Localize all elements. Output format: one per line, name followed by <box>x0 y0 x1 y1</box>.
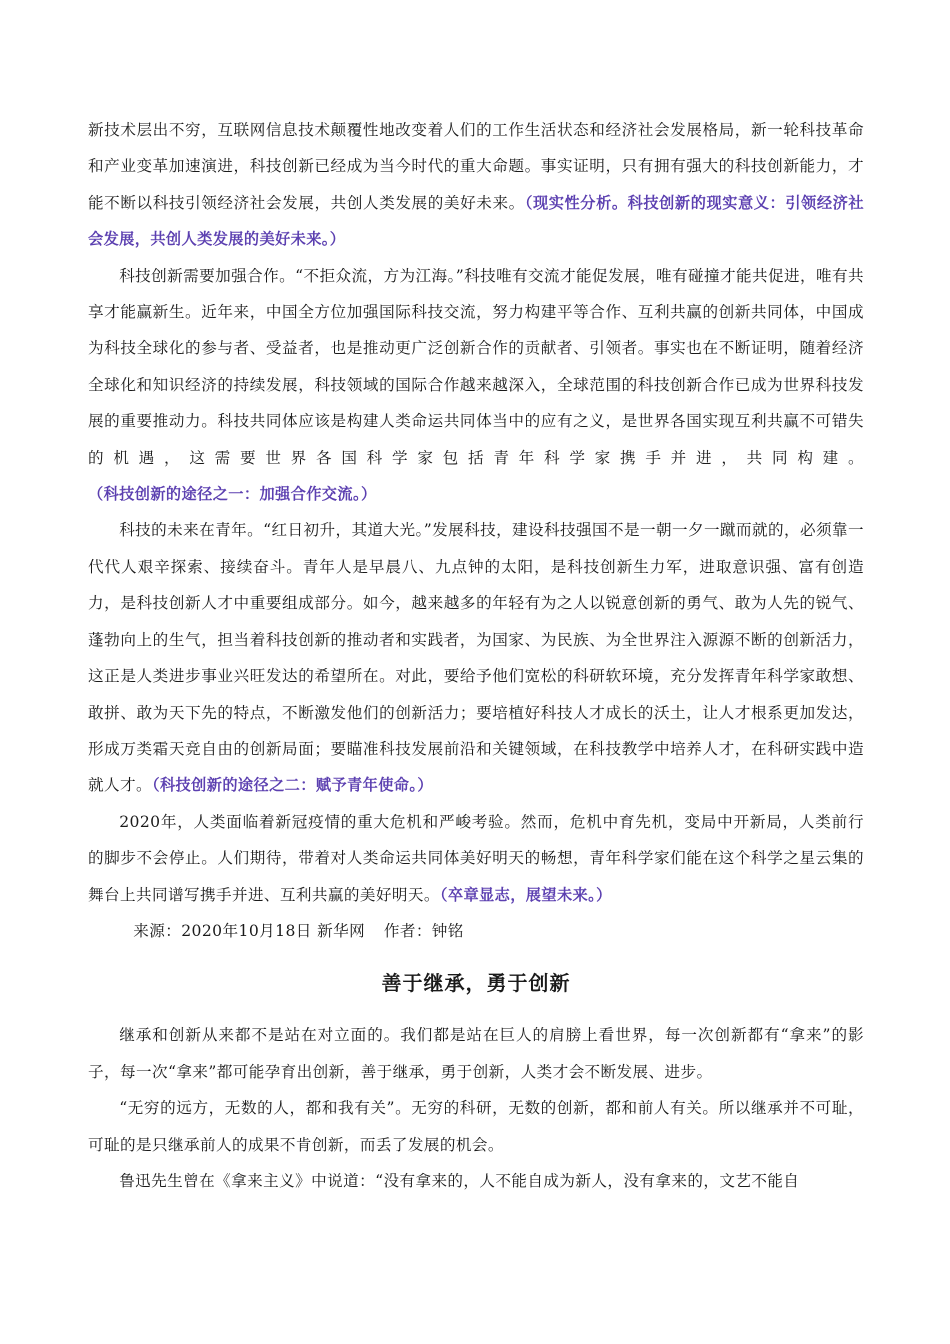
paragraph-5: 继承和创新从来都不是站在对立面的。我们都是站在巨人的肩膀上看世界，每一次创新都有“拿来”的影子，每一次“拿来”都可能孕育出创新，善于继承，勇于创新，人类才会不断发展、进步。 <box>88 1026 864 1081</box>
paragraph-1: 新技术层出不穷，互联网信息技术颠覆性地改变着人们的工作生活状态和经济社会发展格局，新一轮科技革命和产业变革加速演进，科技创新已经成为当今时代的重大命题。事实证明，只有拥有强大的科技创新能力，才能不断以科技引领经济社会发展，共创人类发展的美好未来。（现实性分析。科技创新的现实意义：引领经济社会发展，共创人类发展的美好未来。） <box>88 121 864 249</box>
annotation-note: （现实性分析。科技创新的现实意义：引领经济社会发展，共创人类发展的美好未来。） <box>88 193 864 249</box>
article-content <box>88 112 864 1199</box>
paragraph-3: 科技的未来在青年。“红日初升，其道大光。”发展科技，建设科技强国不是一朝一夕一蹴而就的，必须靠一代代人艰辛探索、接续奋斗。青年人是早晨八、九点钟的太阳，是科技创新生力军，进取意识强、富有创造力，是科技创新人才中重要组成部分。如今，越来越多的年轻有为之人以锐意创新的勇气、敢为人先的锐气、蓬勃向上的生气，担当着科技创新的推动者和实践者，为国家、为民族、为全世界注入源源不断的创新活力，这正是人类进步事业兴旺发达的希望所在。对此，要给予他们宽松的科研软环境，充分发挥青年科学家敢想、敢拼、敢为天下先的特点，不断激发他们的创新活力；要培植好科技人才成长的沃土，让人才根系更加发达，形成万类霜天竞自由的创新局面；要瞄准科技发展前沿和关键领域，在科技教学中培养人才，在科研实践中造就人才。（科技创新的途径之二：赋予青年使命。） <box>88 521 864 795</box>
author-text: 作者：钟铭 <box>383 921 464 940</box>
annotation-note: （科技创新的途径之二：赋予青年使命。） <box>151 776 433 795</box>
article-title: 善于继承，勇于创新 <box>381 971 571 996</box>
annotation-note: （科技创新的途径之一：加强合作交流。） <box>88 485 377 504</box>
annotation-note: （卒章显志，展望未来。） <box>439 885 612 904</box>
source-text: 来源：2020年10月18日 新华网 <box>133 921 366 940</box>
paragraph-4: 2020年，人类面临着新冠疫情的重大危机和严峻考验。然而，危机中育先机，变局中开新局，人类前行的脚步不会停止。人们期待，带着对人类命运共同体美好明天的畅想，青年科学家们能在这个科学之星云集的舞台上共同谱写携手并进、互利共赢的美好明天。（卒章显志，展望未来。） <box>88 812 864 904</box>
paragraph-2: 科技创新需要加强合作。“不拒众流，方为江海。”科技唯有交流才能促发展，唯有碰撞才能共促进，唯有共享才能赢新生。近年来，中国全方位加强国际科技交流，努力构建平等合作、互利共赢的创新共同体，中国成为科技全球化的参与者、受益者，也是推动更广泛创新合作的贡献者、引领者。事实也在不断证明，随着经济全球化和知识经济的持续发展，科技领域的国际合作越来越深入，全球范围的科技创新合作已成为世界科技发展的重要推动力。科技共同体应该是构建人类命运共同体当中的应有之义，是世界各国实现互利共赢不可错失的机遇，这需要世界各国科学家包括青年科学家携手并进，共同构建。（科技创新的途径之一：加强合作交流。） <box>88 266 864 504</box>
source-line <box>88 913 864 949</box>
paragraph-7: 鲁迅先生曾在《拿来主义》中说道：“没有拿来的，人不能自成为新人，没有拿来的，文艺不能自 <box>119 1171 800 1190</box>
paragraph-6: “无穷的远方，无数的人，都和我有关”。无穷的科研，无数的创新，都和前人有关。所以继承并不可耻，可耻的是只继承前人的成果不肯创新，而丢了发展的机会。 <box>88 1099 864 1154</box>
